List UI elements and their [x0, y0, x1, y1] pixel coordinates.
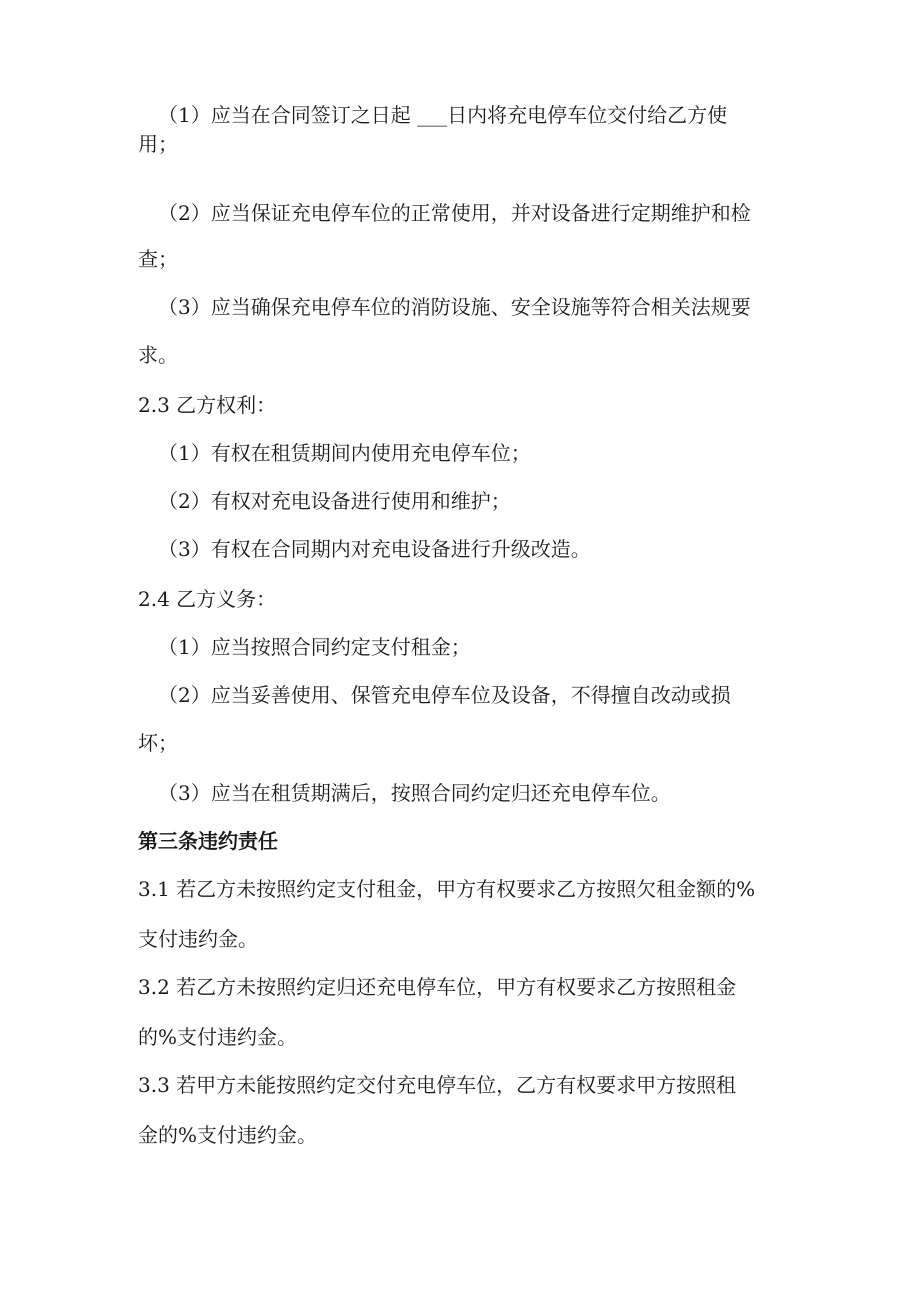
clause-line: 求。: [138, 343, 178, 367]
list-item: （3）有权在合同期内对充电设备进行升级改造。: [158, 537, 591, 561]
list-item: （2）有权对充电设备进行使用和维护；: [158, 489, 511, 513]
list-item-continuation: 坏；: [138, 731, 178, 755]
clause-line: 3.3 若甲方未能按照约定交付充电停车位，乙方有权要求甲方按照租: [138, 1073, 737, 1097]
clause-line: （2）应当保证充电停车位的正常使用，并对设备进行定期维护和检: [158, 201, 751, 225]
clause-line: （1）应当在合同签订之日起 ___日内将充电停车位交付给乙方使: [158, 103, 728, 127]
list-item: （3）应当在租赁期满后，按照合同约定归还充电停车位。: [158, 781, 671, 805]
list-item: （1）应当按照合同约定支付租金；: [158, 635, 471, 659]
clause-line: 支付违约金。: [138, 927, 258, 951]
clause-line: 3.2 若乙方未按照约定归还充电停车位，甲方有权要求乙方按照租金: [138, 975, 737, 999]
section-title-2-3: 2.3 乙方权利：: [138, 393, 277, 417]
clause-line: 用；: [138, 132, 178, 156]
list-item: （1）有权在租赁期间内使用充电停车位；: [158, 441, 531, 465]
section-title-2-4: 2.4 乙方义务：: [138, 587, 277, 611]
clause-line: 3.1 若乙方未按照约定支付租金，甲方有权要求乙方按照欠租金额的%: [138, 877, 756, 901]
list-item: （2）应当妥善使用、保管充电停车位及设备，不得擅自改动或损: [158, 683, 731, 707]
article-heading: 第三条违约责任: [138, 829, 278, 853]
clause-line: 查；: [138, 247, 178, 271]
clause-line: 金的%支付违约金。: [138, 1123, 318, 1147]
clause-line: 的%支付违约金。: [138, 1025, 298, 1049]
clause-line: （3）应当确保充电停车位的消防设施、安全设施等符合相关法规要: [158, 295, 751, 319]
